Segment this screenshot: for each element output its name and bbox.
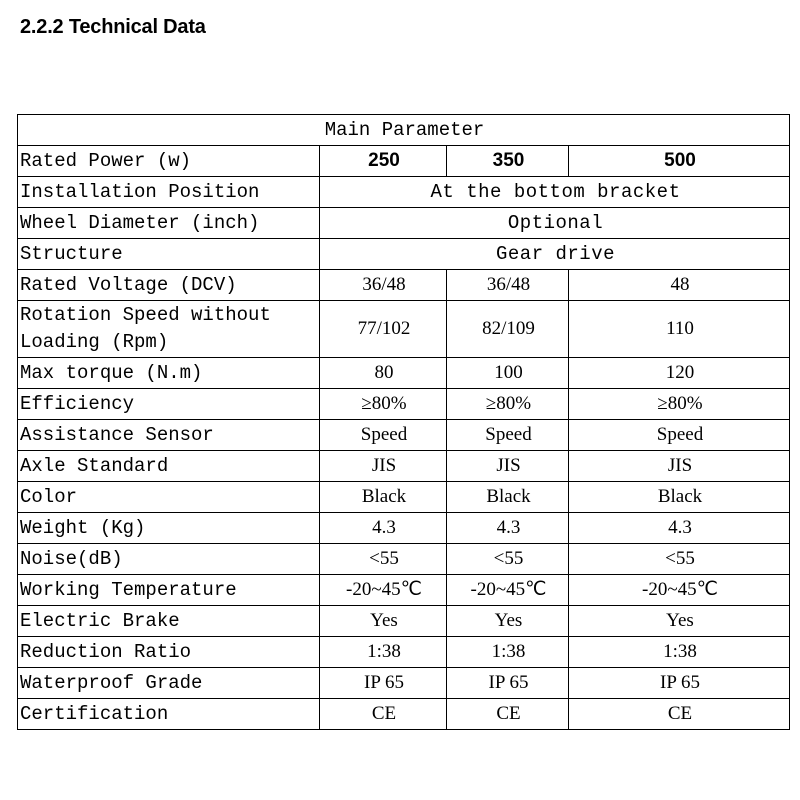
row-value-1: 1:38 (320, 637, 447, 668)
row-label: Efficiency (18, 389, 320, 420)
table-row (18, 699, 790, 730)
row-value-3: 110 (569, 301, 790, 358)
row-label: Structure (18, 239, 320, 270)
row-value-3: -20~45℃ (569, 575, 790, 606)
table-row (18, 451, 790, 482)
row-value-1: 77/102 (320, 301, 447, 358)
row-label: Working Temperature (18, 575, 320, 606)
row-value-1: Speed (320, 420, 447, 451)
row-value-2: 1:38 (447, 637, 569, 668)
table-row (18, 301, 790, 358)
table-row (18, 358, 790, 389)
row-label: Wheel Diameter (inch) (18, 208, 320, 239)
row-value-1: <55 (320, 544, 447, 575)
row-value-3: JIS (569, 451, 790, 482)
row-value-2: IP 65 (447, 668, 569, 699)
table-row (18, 513, 790, 544)
row-label: Rotation Speed without Loading (Rpm) (18, 301, 320, 358)
row-label: Certification (18, 699, 320, 730)
row-value-3: Black (569, 482, 790, 513)
row-value-2: -20~45℃ (447, 575, 569, 606)
row-value: Gear drive (320, 239, 790, 270)
row-value-1: -20~45℃ (320, 575, 447, 606)
row-value: At the bottom bracket (320, 177, 790, 208)
row-value-3: Yes (569, 606, 790, 637)
row-value-3: 48 (569, 270, 790, 301)
row-value: Optional (320, 208, 790, 239)
row-value-1: 80 (320, 358, 447, 389)
row-value-2: <55 (447, 544, 569, 575)
row-value-1: Yes (320, 606, 447, 637)
row-value-1: Black (320, 482, 447, 513)
power-value-1: 250 (320, 146, 447, 177)
table-row (18, 482, 790, 513)
row-value-1: IP 65 (320, 668, 447, 699)
row-value-2: 36/48 (447, 270, 569, 301)
row-value-3: Speed (569, 420, 790, 451)
technical-data-table (17, 114, 790, 730)
row-value-1: JIS (320, 451, 447, 482)
row-value-2: ≥80% (447, 389, 569, 420)
table-row-wheel-diameter (18, 208, 790, 239)
row-value-3: <55 (569, 544, 790, 575)
table-row (18, 389, 790, 420)
row-value-3: 1:38 (569, 637, 790, 668)
power-value-3: 500 (569, 146, 790, 177)
table-row-structure (18, 239, 790, 270)
row-label: Color (18, 482, 320, 513)
row-value-3: 120 (569, 358, 790, 389)
row-value-1: 4.3 (320, 513, 447, 544)
table-row (18, 668, 790, 699)
table-row-rated-power (18, 146, 790, 177)
row-value-1: 36/48 (320, 270, 447, 301)
section-heading: 2.2.2 Technical Data (20, 16, 206, 38)
row-label: Rated Power (w) (18, 146, 320, 177)
row-value-2: Black (447, 482, 569, 513)
row-label: Weight (Kg) (18, 513, 320, 544)
row-value-2: JIS (447, 451, 569, 482)
row-value-2: 4.3 (447, 513, 569, 544)
row-label: Reduction Ratio (18, 637, 320, 668)
table-row (18, 575, 790, 606)
table-row (18, 270, 790, 301)
row-value-3: CE (569, 699, 790, 730)
row-value-3: IP 65 (569, 668, 790, 699)
row-value-2: 100 (447, 358, 569, 389)
power-value-2: 350 (447, 146, 569, 177)
row-label: Noise(dB) (18, 544, 320, 575)
row-value-1: ≥80% (320, 389, 447, 420)
row-value-2: CE (447, 699, 569, 730)
table-row-installation-position (18, 177, 790, 208)
table-row (18, 544, 790, 575)
row-label: Axle Standard (18, 451, 320, 482)
row-label: Max torque (N.m) (18, 358, 320, 389)
row-label: Waterproof Grade (18, 668, 320, 699)
row-value-1: CE (320, 699, 447, 730)
table-header: Main Parameter (18, 115, 790, 146)
row-label: Installation Position (18, 177, 320, 208)
row-value-3: ≥80% (569, 389, 790, 420)
table-header-row (18, 115, 790, 146)
row-label: Rated Voltage (DCV) (18, 270, 320, 301)
row-label: Electric Brake (18, 606, 320, 637)
row-value-2: Yes (447, 606, 569, 637)
table-row (18, 420, 790, 451)
row-value-2: Speed (447, 420, 569, 451)
row-value-3: 4.3 (569, 513, 790, 544)
table-row (18, 606, 790, 637)
row-label: Assistance Sensor (18, 420, 320, 451)
table-row (18, 637, 790, 668)
row-value-2: 82/109 (447, 301, 569, 358)
